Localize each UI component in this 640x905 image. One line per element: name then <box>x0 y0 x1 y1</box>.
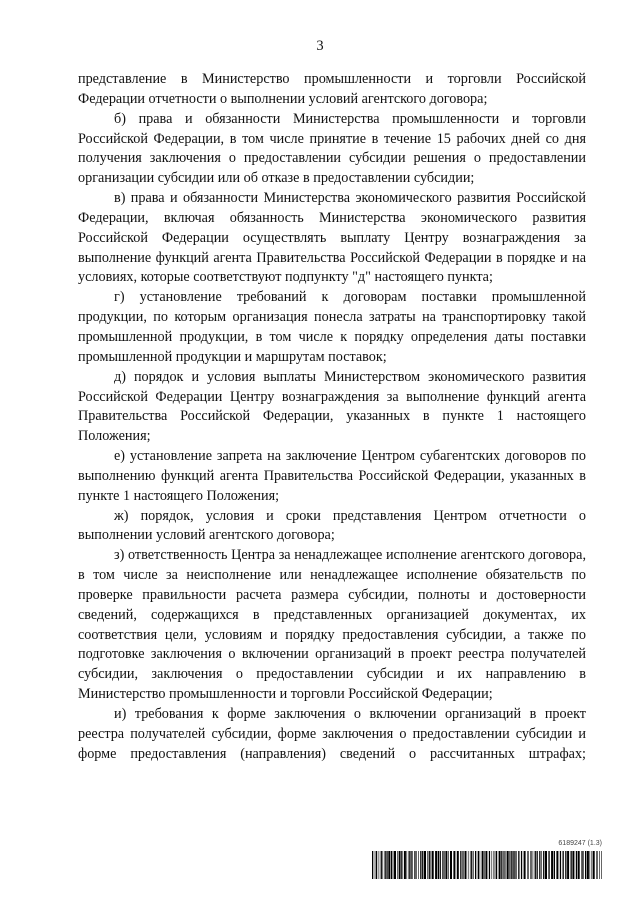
paragraph-b: б) права и обязанности Министерства промышленности и торговли Российской Федерации, в том числе принятие в течение 15 рабочих дней со дня получения заключения о предоставлении субсидии решения о предоставлении организации субсидии или об отказе в предоставлении субсидии; <box>78 110 586 187</box>
paragraph-z: з) ответственность Центра за ненадлежащее исполнение агентского договора, в том числе за неисполнение или ненадлежащее исполнение обязательств по проверке правильности расчета размера субсидии, полноты и достоверности сведений, содержащихся в представленных организацией документах, их соответствия цели, условиям и порядку предоставления субсидии, а также по подготовке заключения о включении организаций в проект реестра получателей субсидии, заключения о предоставлении субсидии и их направлению в Министерство промышленности и торговли Российской Федерации; <box>78 547 586 703</box>
paragraph-v: в) права и обязанности Министерства экономического развития Российской Федерации, включая обязанность Министерства экономического развития Российской Федерации осуществлять выплату Центру вознаграждения за выполнение функций агента Правительства Российской Федерации в порядке и на условиях, которые соответствуют подпункту "д" настоящего пункта; <box>78 190 586 286</box>
page-number: 3 <box>316 38 324 54</box>
document-code: 6189247 (1.3) <box>558 840 602 847</box>
barcode-image <box>372 851 602 879</box>
paragraph-d: д) порядок и условия выплаты Министерством экономического развития Российской Федерации Центру вознаграждения за выполнение функций агента Правительства Российской Федерации, указанных в пункте 1 настоящего Положения; <box>78 368 586 445</box>
paragraph-zh: ж) порядок, условия и сроки представления Центром отчетности о выполнении условий агентского договора; <box>78 507 586 544</box>
document-body <box>78 70 586 765</box>
paragraph-g: г) установление требований к договорам поставки промышленной продукции, по которым организация понесла затраты на транспортировку такой промышленной продукции, в том числе к порядку определения даты поставки промышленной продукции и маршрутам поставок; <box>78 289 586 365</box>
paragraph-i: и) требования к форме заключения о включении организаций в проект реестра получателей субсидии, форме заключения о предоставлении субсидии и форме предоставления (направления) сведений о рассчитанных штрафах; <box>78 706 586 762</box>
paragraph-continuation: представление в Министерство промышленности и торговли Российской Федерации отчетности о выполнении условий агентского договора; <box>78 71 586 107</box>
paragraph-e: е) установление запрета на заключение Центром субагентских договоров по выполнению функций агента Правительства Российской Федерации, указанных в пункте 1 настоящего Положения; <box>78 448 586 504</box>
